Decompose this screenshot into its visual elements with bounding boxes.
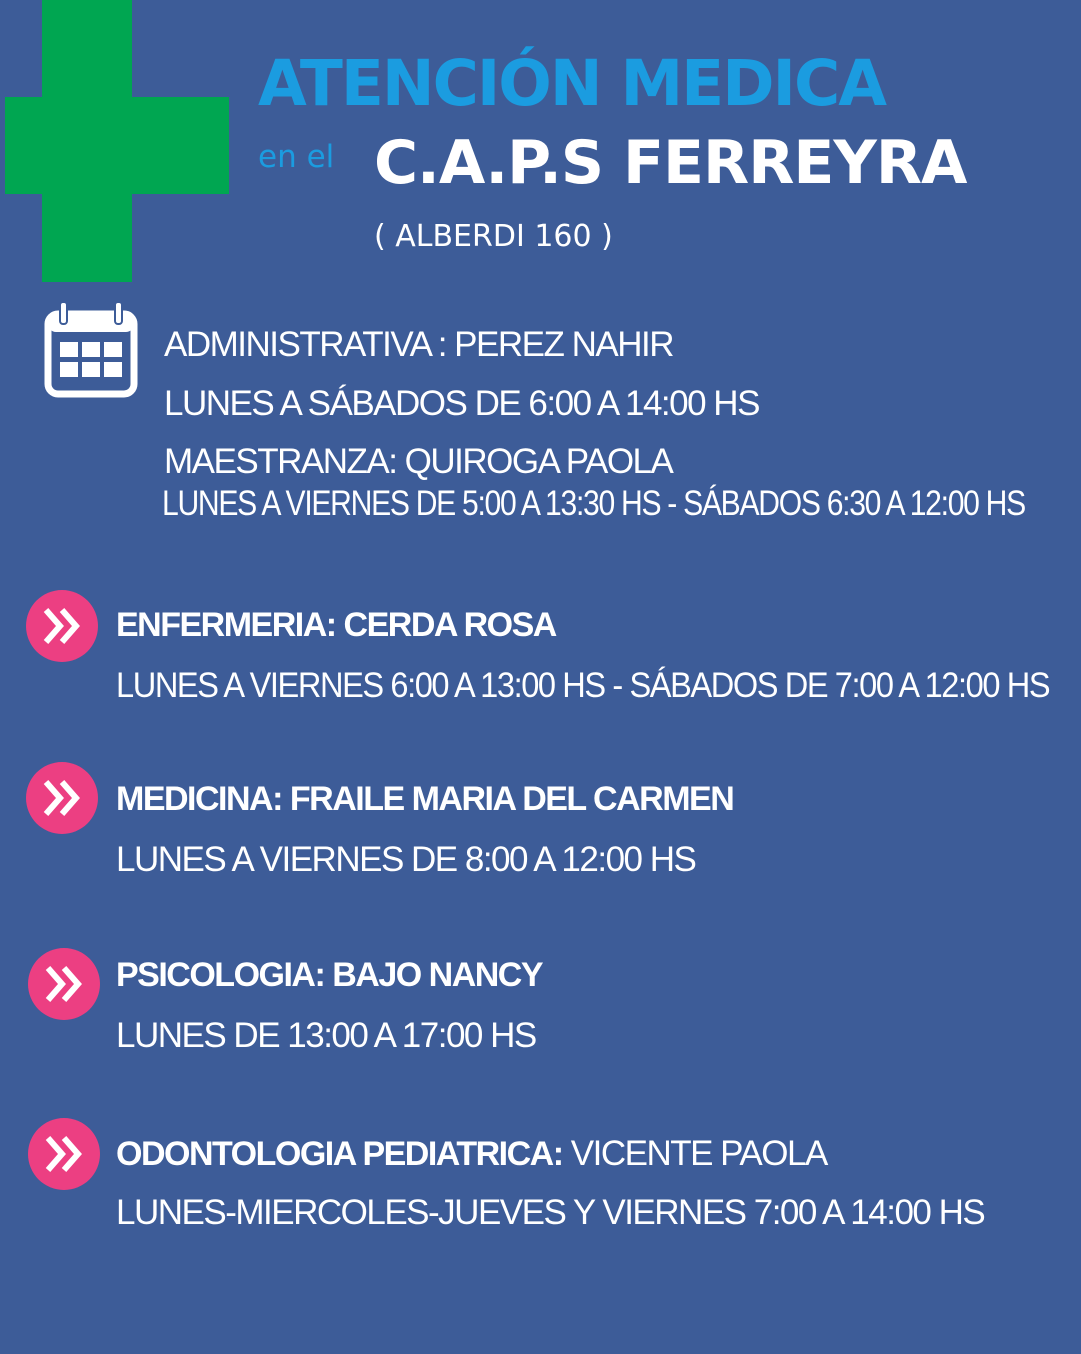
maestranza-hours: LUNES A VIERNES DE 5:00 A 13:30 HS - SÁBADOS 6:30 A 12:00 HS	[162, 484, 1025, 523]
service-label: ENFERMERIA: CERDA ROSA	[116, 606, 556, 644]
calendar-icon	[44, 302, 138, 398]
double-chevron-right-icon	[28, 1118, 100, 1190]
service-label: PSICOLOGIA: BAJO NANCY	[116, 956, 543, 994]
double-chevron-right-icon	[26, 762, 98, 834]
service-hours: LUNES-MIERCOLES-JUEVES Y VIERNES 7:00 A 14:00 HS	[116, 1193, 985, 1232]
center-name: C.A.P.S FERREYRA	[374, 128, 967, 198]
poster-title: ATENCIÓN MEDICA	[258, 47, 885, 120]
administrativa-label: ADMINISTRATIVA : PEREZ NAHIR	[164, 325, 673, 364]
service-label: ODONTOLOGIA PEDIATRICA: VICENTE PAOLA	[116, 1134, 827, 1173]
service-hours: LUNES A VIERNES DE 8:00 A 12:00 HS	[116, 840, 696, 879]
administrativa-hours: LUNES A SÁBADOS DE 6:00 A 14:00 HS	[164, 384, 759, 423]
service-hours: LUNES A VIERNES 6:00 A 13:00 HS - SÁBADOS DE 7:00 A 12:00 HS	[116, 666, 1050, 705]
title-prefix: en el	[258, 139, 335, 175]
double-chevron-right-icon	[26, 590, 98, 662]
double-chevron-right-icon	[28, 948, 100, 1020]
service-label: MEDICINA: FRAILE MARIA DEL CARMEN	[116, 780, 734, 818]
maestranza-label: MAESTRANZA: QUIROGA PAOLA	[164, 442, 673, 481]
service-hours: LUNES DE 13:00 A 17:00 HS	[116, 1016, 536, 1055]
center-address: ( ALBERDI 160 )	[374, 219, 613, 254]
